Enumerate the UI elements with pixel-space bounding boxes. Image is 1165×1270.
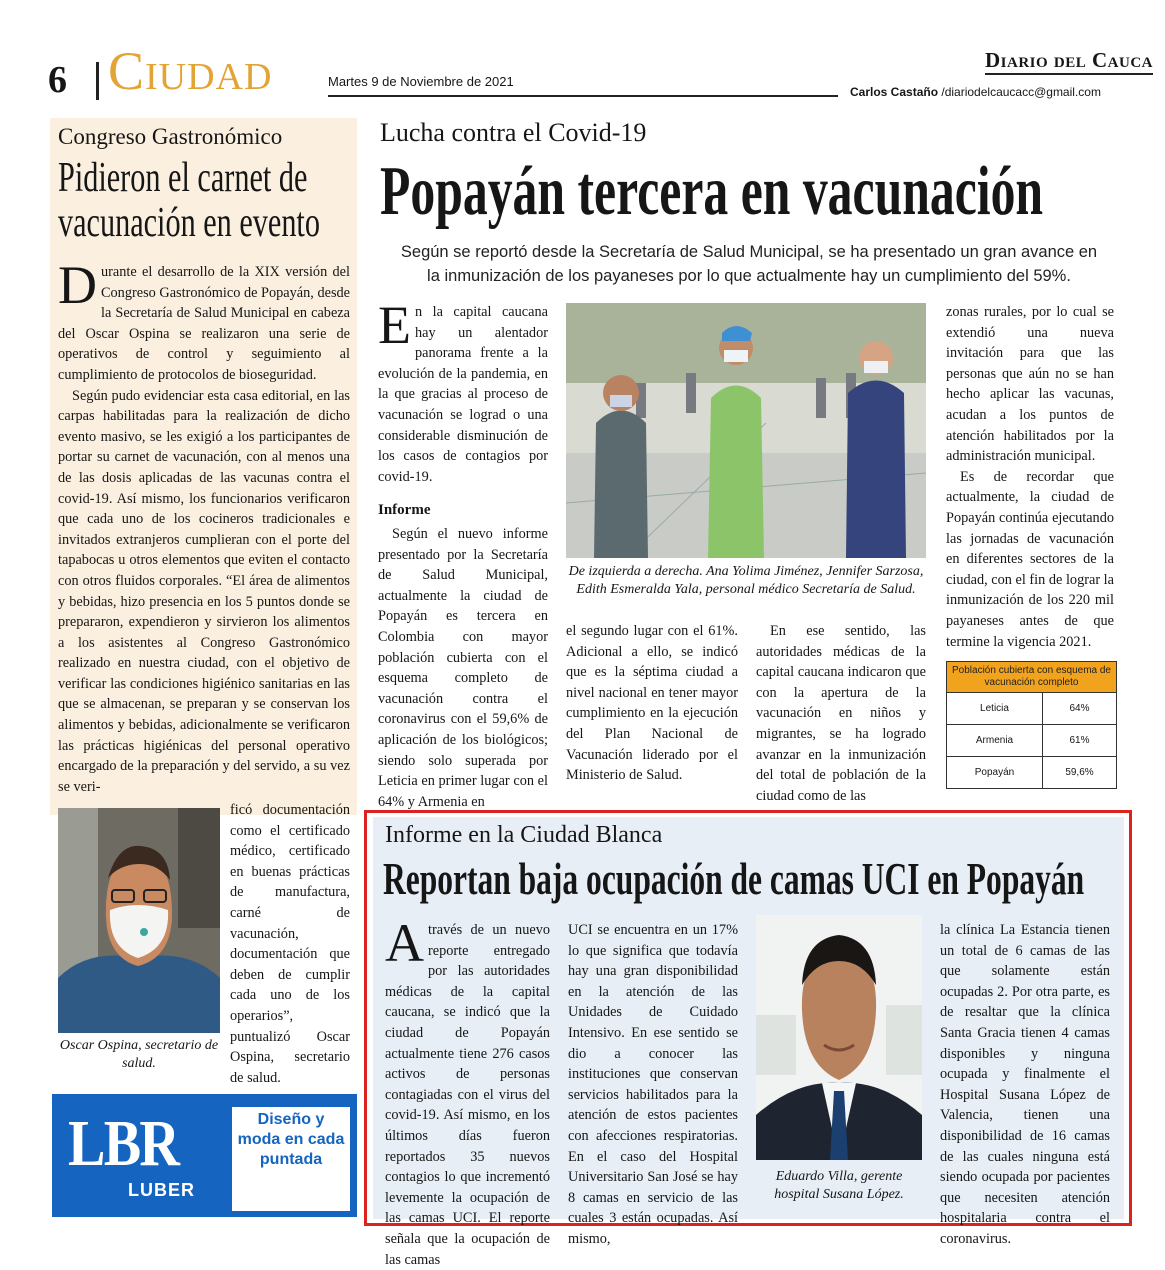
table-value: 61% (1043, 725, 1117, 757)
table-value: 59,6% (1043, 757, 1117, 789)
table-header: Población cubierta con esquema de vacunación completo (947, 662, 1117, 693)
uci-story-col1: Através de un nuevo reporte entregado por las autoridades médicas de la capital caucana, se indicó que la ciudad de Popayán actualmente tiene 276 casos activos de personas contagiadas con el virus del covid-19. Así mismo, en los últimos días fueron reportados 35 nuevos contagios lo que incrementó levemente la ocupación de las camas UCI. El reporte señala que la ocupación de las camas (385, 913, 550, 1268)
luber-brand: LUBER (128, 1180, 195, 1200)
table-row (947, 757, 1117, 789)
main-story-col3: En ese sentido, las autoridades médicas de la capital caucana indicaron que con la apertura de la vacunación en niños y migrantes, se ha logrado avanzar en la inmunización del total de población de la ciudad como de las (756, 623, 926, 804)
dropcap: A (385, 913, 424, 973)
main-story-col4: zonas rurales, por lo cual se extendió una nueva invitación para que las personas que aún no se han hecho aplicar las vacunas, acudan a los puntos de atención habilitados por la administración municipal. Es de recordar que actualmente, la ciudad de Popayán continúa ejecutando las jornadas de vacunación en diferentes sectores de la ciudad, con el fin de lograr la inmunización de los 220 mil payaneses antes de que termine la vigencia 2021. (946, 304, 1114, 650)
author-email: /diariodelcaucacc@gmail.com (938, 85, 1101, 99)
header-rule (328, 95, 838, 97)
author-name: Carlos Castaño (850, 85, 939, 99)
section-name: Ciudad (108, 41, 273, 101)
table-row (947, 693, 1117, 725)
publication-date: Martes 9 de Noviembre de 2021 (328, 74, 514, 89)
main-story-col1: En la capital caucana hay un alentador panorama frente a la evolución de la pandemia, en la que gracias al proceso de vacunación se lograd o una considerable disminución de los casos de contagios por covid-19. (378, 295, 548, 485)
main-story-title: Popayán tercera en vacunación (380, 153, 1044, 230)
medical-team-photo (566, 303, 926, 558)
uci-story-kicker: Informe en la Ciudad Blanca (385, 822, 663, 848)
table-city: Armenia (947, 725, 1043, 757)
main-story-col1b: Según el nuevo informe presentado por la Secretaría de Salud Municipal, actualmente la ciudad de Popayán es tercera en Colombia con mayor población cubierta con el esquema completo de vacunación contra el coronavirus con el 59,6% de aplicación de los biológicos; siendo solo superada por Leticia en primer lugar con el 64% y Armenia en (378, 526, 548, 810)
dropcap: D (58, 255, 97, 315)
main-story-kicker: Lucha contra el Covid-19 (380, 118, 647, 147)
main-story-col2: el segundo lugar con el 61%. Adicional a ello, se indicó que es la séptima ciudad a nivel nacional en tener mayor cumplimiento en la ejecución del Plan Nacional de Vacunación liderado por el Ministerio de Salud. (566, 623, 738, 784)
header-divider (96, 62, 99, 100)
uci-story-col3: la clínica La Estancia tienen un total de 6 camas de las que solamente están ocupadas 2. Por otra parte, es de resaltar que la clínica Santa Gracia tienen 4 camas disponibles y ninguna ocupada y finalmente el Hospital Susana López de Valencia, tienen una disponibilidad de 16 camas de las cuales ninguna está siendo ocupada por pacientes que necesiten atención hospitalaria contra el coronavirus. (940, 922, 1110, 1247)
left-story-continuation: ficó documentación como el certificado médico, certificado en buenas prácticas de manufactura, carné de vacunación, documentación que deben de cumplir cada uno de los operarios”, puntualizó Oscar Ospina, secretario de salud. (230, 802, 350, 1086)
oscar-ospina-photo (58, 808, 220, 1033)
vaccination-table (946, 661, 1117, 789)
eduardo-villa-photo (756, 915, 922, 1160)
masthead: Diario del Cauca (985, 48, 1153, 75)
left-story-paragraph: Durante el desarrollo de la XIX versión del Congreso Gastronómico de Popayán, desde la Secretaría de Salud Municipal en cabeza del Oscar Ospina se realizaron una serie de operativos de control y seguimiento al cumplimiento de protocolos de bioseguridad. (58, 255, 350, 383)
oscar-ospina-caption: Oscar Ospina, secretario de salud. (59, 1038, 219, 1071)
main-story-subhead: Informe (378, 502, 431, 518)
luber-logo: LBR (68, 1107, 179, 1180)
left-story-kicker: Congreso Gastronómico (58, 124, 283, 149)
luber-slogan: Diseño y moda en cada puntada (237, 1111, 345, 1168)
table-city: Popayán (947, 757, 1043, 789)
uci-story-title: Reportan baja ocupación de camas UCI en Popayán (383, 853, 1085, 904)
left-story-paragraph: Según pudo evidenciar esta casa editorial, en las carpas habilitadas para la realización de dicho evento masivo, se les exigió a los participantes de portar su carnet de vacunación, con al menos una de las dosis aplicadas de las vacunas contra el covid-19. Así mismo, los funcionarios verificaron que cada uno de los cocineros tradicionales e invitados extranjeros cumplieran con el porte del tapabocas u otros elementos que eviten el contacto con otros fluidos corporales. “El área de alimentos y bebidas, hizo presencia en los 5 puntos donde se prepararon, expendieron y sirvieron los alimentos a los asistentes al Congreso Gastronómico realizado en nuestra ciudad, con el objetivo de verificar las condiciones higiénico sanitarias en las que se almacenan, se preparan y se conservan los alimentos y bebidas, adicionalmente se verificaron las prácticas higiénicas del personal operativo encargado de la preparación y del servido, a su vez se veri- (58, 387, 350, 795)
eduardo-villa-caption: Eduardo Villa, gerente hospital Susana López. (774, 1169, 904, 1202)
medical-team-caption: De izquierda a derecha. Ana Yolima Jiménez, Jennifer Sarzosa, Edith Esmeralda Yala, personal médico Secretaría de Salud. (568, 564, 924, 597)
uci-story-col2: UCI se encuentra en un 17% lo que significa que todavía hay una gran disponibilidad en la atención de las Unidades de Cuidado Intensivo. En ese sentido se dio a conocer las instituciones que conservan servicios habilitados para la atención de estos pacientes con afecciones respiratorias. En el caso del Hospital Universitario San José se hay 8 camas en servicio de las cuales 3 están ocupadas. Así mismo, (568, 922, 738, 1247)
page-number: 6 (48, 59, 67, 101)
table-row (947, 725, 1117, 757)
left-story-title: Pidieron el carnet de vacunación en evento (58, 155, 320, 246)
main-story-summary: Según se reportó desde la Secretaría de Salud Municipal, se ha presentado un gran avance en la inmunización de los payaneses por lo que actualmente hay un cumplimiento del 59%. (400, 243, 1098, 285)
byline (850, 85, 1101, 99)
table-value: 64% (1043, 693, 1117, 725)
dropcap: E (378, 295, 411, 355)
left-story-body (58, 255, 350, 797)
table-city: Leticia (947, 693, 1043, 725)
